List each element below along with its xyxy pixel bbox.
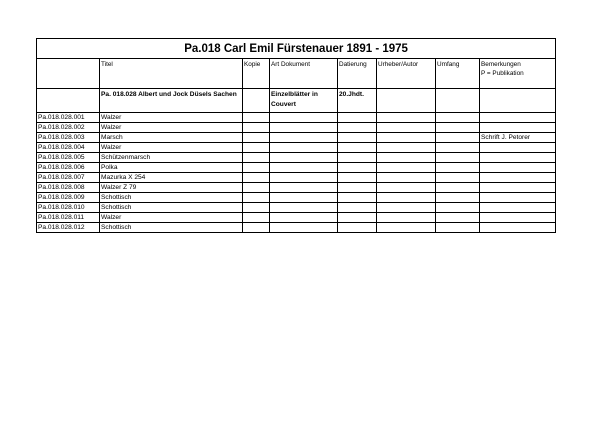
- table-row: [37, 163, 556, 173]
- archive-table: [36, 38, 556, 233]
- group-urheber: [377, 89, 436, 113]
- art-dokument-cell: [270, 183, 338, 193]
- titel-cell: Walzer: [100, 113, 243, 123]
- datierung-cell: [338, 153, 377, 163]
- datierung-cell: [338, 163, 377, 173]
- titel-cell: Walzer: [100, 123, 243, 133]
- titel-cell: Polka: [100, 163, 243, 173]
- kopie-cell: [243, 203, 270, 213]
- group-art-dokument: Einzelblätter in Couvert: [270, 89, 338, 113]
- column-header-urheber: Urheber/Autor: [377, 59, 436, 89]
- art-dokument-cell: [270, 203, 338, 213]
- urheber-cell: [377, 203, 436, 213]
- table-row: [37, 123, 556, 133]
- datierung-cell: [338, 193, 377, 203]
- group-titel: Pa. 018.028 Albert und Jock Düsels Sachen: [100, 89, 243, 113]
- bemerkungen-cell: [480, 123, 556, 133]
- signatur-cell: Pa.018.028.007: [37, 173, 100, 183]
- column-header-signatur: [37, 59, 100, 89]
- signatur-cell: Pa.018.028.012: [37, 223, 100, 233]
- umfang-cell: [436, 173, 480, 183]
- header-row: [37, 59, 556, 89]
- datierung-cell: [338, 203, 377, 213]
- urheber-cell: [377, 163, 436, 173]
- umfang-cell: [436, 213, 480, 223]
- table-row: [37, 143, 556, 153]
- group-signatur: [37, 89, 100, 113]
- art-dokument-cell: [270, 173, 338, 183]
- page-title: Pa.018 Carl Emil Fürstenauer 1891 - 1975: [37, 39, 556, 59]
- datierung-cell: [338, 213, 377, 223]
- column-header-datierung: Datierung: [338, 59, 377, 89]
- publikation-legend: P = Publikation: [481, 70, 524, 77]
- art-dokument-cell: [270, 113, 338, 123]
- titel-cell: Walzer: [100, 143, 243, 153]
- column-header-kopie: Kopie: [243, 59, 270, 89]
- urheber-cell: [377, 123, 436, 133]
- kopie-cell: [243, 163, 270, 173]
- bemerkungen-cell: [480, 223, 556, 233]
- umfang-cell: [436, 193, 480, 203]
- titel-cell: Marsch: [100, 133, 243, 143]
- kopie-cell: [243, 213, 270, 223]
- datierung-cell: [338, 113, 377, 123]
- column-header-umfang: Umfang: [436, 59, 480, 89]
- signatur-cell: Pa.018.028.004: [37, 143, 100, 153]
- signatur-cell: Pa.018.028.002: [37, 123, 100, 133]
- art-dokument-cell: [270, 133, 338, 143]
- kopie-cell: [243, 113, 270, 123]
- umfang-cell: [436, 223, 480, 233]
- bemerkungen-cell: [480, 153, 556, 163]
- art-dokument-cell: [270, 153, 338, 163]
- datierung-cell: [338, 133, 377, 143]
- umfang-cell: [436, 163, 480, 173]
- bemerkungen-cell: [480, 173, 556, 183]
- art-dokument-cell: [270, 163, 338, 173]
- titel-cell: Mazurka X 254: [100, 173, 243, 183]
- bemerkungen-cell: [480, 143, 556, 153]
- titel-cell: Walzer Z 79: [100, 183, 243, 193]
- umfang-cell: [436, 123, 480, 133]
- signatur-cell: Pa.018.028.008: [37, 183, 100, 193]
- group-datierung: 20.Jhdt.: [338, 89, 377, 113]
- table-row: [37, 203, 556, 213]
- urheber-cell: [377, 133, 436, 143]
- urheber-cell: [377, 193, 436, 203]
- group-umfang: [436, 89, 480, 113]
- signatur-cell: Pa.018.028.010: [37, 203, 100, 213]
- umfang-cell: [436, 203, 480, 213]
- urheber-cell: [377, 173, 436, 183]
- column-header-art-dokument: Art Dokument: [270, 59, 338, 89]
- umfang-cell: [436, 153, 480, 163]
- kopie-cell: [243, 223, 270, 233]
- titel-cell: Schottisch: [100, 203, 243, 213]
- kopie-cell: [243, 153, 270, 163]
- signatur-cell: Pa.018.028.011: [37, 213, 100, 223]
- table-row: [37, 183, 556, 193]
- bemerkungen-cell: [480, 113, 556, 123]
- table-row: [37, 133, 556, 143]
- signatur-cell: Pa.018.028.001: [37, 113, 100, 123]
- art-dokument-cell: [270, 213, 338, 223]
- column-header-titel: Titel: [100, 59, 243, 89]
- umfang-cell: [436, 113, 480, 123]
- bemerkungen-cell: [480, 163, 556, 173]
- urheber-cell: [377, 183, 436, 193]
- table-row: [37, 113, 556, 123]
- signatur-cell: Pa.018.028.006: [37, 163, 100, 173]
- titel-cell: Schottisch: [100, 223, 243, 233]
- table-row: [37, 213, 556, 223]
- art-dokument-cell: [270, 123, 338, 133]
- art-dokument-cell: [270, 223, 338, 233]
- datierung-cell: [338, 123, 377, 133]
- urheber-cell: [377, 153, 436, 163]
- signatur-cell: Pa.018.028.005: [37, 153, 100, 163]
- kopie-cell: [243, 183, 270, 193]
- bemerkungen-cell: [480, 183, 556, 193]
- titel-cell: Schützenmarsch: [100, 153, 243, 163]
- titel-cell: Walzer: [100, 213, 243, 223]
- table-row: [37, 223, 556, 233]
- signatur-cell: Pa.018.028.003: [37, 133, 100, 143]
- kopie-cell: [243, 193, 270, 203]
- kopie-cell: [243, 123, 270, 133]
- datierung-cell: [338, 173, 377, 183]
- group-row: [37, 89, 556, 113]
- umfang-cell: [436, 143, 480, 153]
- bemerkungen-cell: [480, 213, 556, 223]
- group-kopie: [243, 89, 270, 113]
- urheber-cell: [377, 143, 436, 153]
- umfang-cell: [436, 183, 480, 193]
- art-dokument-cell: [270, 143, 338, 153]
- urheber-cell: [377, 113, 436, 123]
- title-row: [37, 39, 556, 59]
- datierung-cell: [338, 183, 377, 193]
- datierung-cell: [338, 223, 377, 233]
- bemerkungen-cell: [480, 193, 556, 203]
- kopie-cell: [243, 173, 270, 183]
- column-header-bemerkungen: [480, 59, 556, 89]
- kopie-cell: [243, 143, 270, 153]
- kopie-cell: [243, 133, 270, 143]
- art-dokument-cell: [270, 193, 338, 203]
- datierung-cell: [338, 143, 377, 153]
- bemerkungen-cell: Schrift J. Petorer: [480, 133, 556, 143]
- group-bemerkungen: [480, 89, 556, 113]
- umfang-cell: [436, 133, 480, 143]
- table-row: [37, 193, 556, 203]
- urheber-cell: [377, 213, 436, 223]
- bemerkungen-label: Bemerkungen: [481, 61, 521, 68]
- bemerkungen-cell: [480, 203, 556, 213]
- table-row: [37, 173, 556, 183]
- table-row: [37, 153, 556, 163]
- titel-cell: Schottisch: [100, 193, 243, 203]
- signatur-cell: Pa.018.028.009: [37, 193, 100, 203]
- urheber-cell: [377, 223, 436, 233]
